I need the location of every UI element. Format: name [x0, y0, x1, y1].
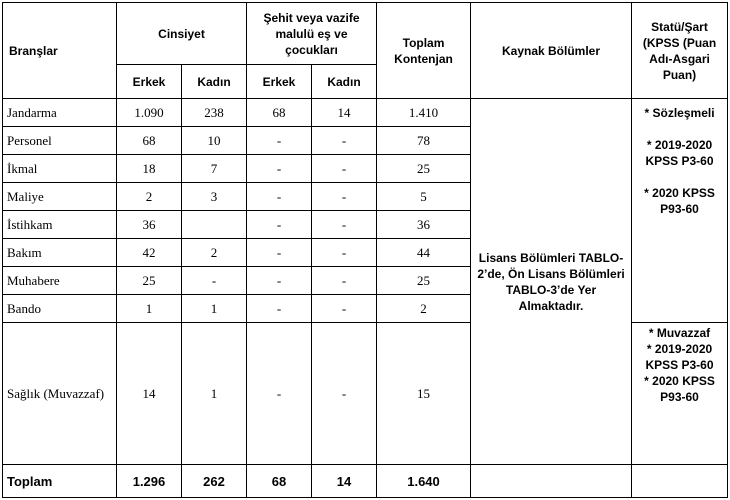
statu-sozlesmeli-title: * Sözleşmeli	[644, 106, 715, 120]
cell-erkek: 1.090	[117, 99, 182, 127]
total-kadin: 262	[182, 465, 247, 498]
cell-sehit-erkek: -	[247, 211, 312, 239]
statu-sozlesmeli	[632, 99, 728, 323]
cell-erkek: 18	[117, 155, 182, 183]
cell-kadin	[182, 211, 247, 239]
statu-sozlesmeli-line1: * 2019-2020 KPSS P3-60	[645, 138, 714, 168]
statu-muvazzaf-title: * Muvazzaf	[648, 326, 711, 340]
branch-name: İstihkam	[3, 211, 117, 239]
branch-name: İkmal	[3, 155, 117, 183]
cell-kadin: 1	[182, 295, 247, 323]
cell-sehit-kadin: 14	[312, 99, 377, 127]
cell-sehit-kadin: -	[312, 155, 377, 183]
header-kaynak-bolumler: Kaynak Bölümler	[471, 3, 632, 99]
statu-muvazzaf-line1: * 2019-2020 KPSS P3-60	[645, 342, 714, 372]
branch-name: Sağlık (Muvazzaf)	[3, 323, 117, 465]
cell-toplam: 1.410	[377, 99, 471, 127]
cell-sehit-kadin: -	[312, 183, 377, 211]
kontenjan-table	[2, 2, 728, 498]
cell-erkek: 42	[117, 239, 182, 267]
branch-name: Maliye	[3, 183, 117, 211]
cell-erkek: 25	[117, 267, 182, 295]
cell-erkek: 1	[117, 295, 182, 323]
table-row	[3, 99, 728, 127]
statu-sozlesmeli-line2: * 2020 KPSS P93-60	[644, 186, 715, 216]
cell-sehit-erkek: -	[247, 239, 312, 267]
branch-name: Jandarma	[3, 99, 117, 127]
cell-sehit-kadin: -	[312, 295, 377, 323]
statu-muvazzaf-line2: * 2020 KPSS P93-60	[644, 374, 715, 404]
total-label: Toplam	[3, 465, 117, 498]
header-toplam-kontenjan: Toplam Kontenjan	[377, 3, 471, 99]
header-branslar: Branşlar	[3, 3, 117, 99]
cell-kadin: 2	[182, 239, 247, 267]
cell-sehit-erkek: -	[247, 323, 312, 465]
cell-erkek: 36	[117, 211, 182, 239]
cell-toplam: 2	[377, 295, 471, 323]
statu-muvazzaf	[632, 323, 728, 465]
header-cinsiyet: Cinsiyet	[117, 3, 247, 65]
cell-sehit-kadin: -	[312, 323, 377, 465]
total-sehit-kadin: 14	[312, 465, 377, 498]
cell-kadin: -	[182, 267, 247, 295]
total-row	[3, 465, 728, 498]
header-cinsiyet-erkek: Erkek	[117, 65, 182, 99]
cell-kadin: 3	[182, 183, 247, 211]
cell-toplam: 25	[377, 267, 471, 295]
cell-kadin: 10	[182, 127, 247, 155]
cell-sehit-kadin: -	[312, 239, 377, 267]
total-kaynak-empty	[471, 465, 632, 498]
cell-sehit-erkek: 68	[247, 99, 312, 127]
cell-sehit-erkek: -	[247, 127, 312, 155]
cell-kadin: 1	[182, 323, 247, 465]
cell-sehit-kadin: -	[312, 267, 377, 295]
cell-toplam: 78	[377, 127, 471, 155]
cell-sehit-erkek: -	[247, 155, 312, 183]
total-sehit-erkek: 68	[247, 465, 312, 498]
cell-erkek: 2	[117, 183, 182, 211]
cell-toplam: 44	[377, 239, 471, 267]
cell-sehit-kadin: -	[312, 127, 377, 155]
cell-kadin: 238	[182, 99, 247, 127]
cell-sehit-kadin: -	[312, 211, 377, 239]
header-statu-sart: Statü/Şart (KPSS (Puan Adı-Asgari Puan)	[632, 3, 728, 99]
cell-kadin: 7	[182, 155, 247, 183]
branch-name: Bando	[3, 295, 117, 323]
total-statu-empty	[632, 465, 728, 498]
branch-name: Bakım	[3, 239, 117, 267]
header-sehit-erkek: Erkek	[247, 65, 312, 99]
cell-toplam: 36	[377, 211, 471, 239]
cell-sehit-erkek: -	[247, 295, 312, 323]
cell-toplam: 5	[377, 183, 471, 211]
header-cinsiyet-kadin: Kadın	[182, 65, 247, 99]
cell-toplam: 25	[377, 155, 471, 183]
cell-toplam: 15	[377, 323, 471, 465]
header-sehit: Şehit veya vazife malulü eş ve çocukları	[247, 3, 377, 65]
cell-erkek: 14	[117, 323, 182, 465]
cell-erkek: 68	[117, 127, 182, 155]
total-toplam: 1.640	[377, 465, 471, 498]
cell-sehit-erkek: -	[247, 267, 312, 295]
kaynak-bolumler-text: Lisans Bölümleri TABLO-2’de, Ön Lisans Bölümleri TABLO-3’de Yer Almaktadır.	[471, 99, 632, 465]
cell-sehit-erkek: -	[247, 183, 312, 211]
branch-name: Personel	[3, 127, 117, 155]
header-sehit-kadin: Kadın	[312, 65, 377, 99]
branch-name: Muhabere	[3, 267, 117, 295]
total-erkek: 1.296	[117, 465, 182, 498]
